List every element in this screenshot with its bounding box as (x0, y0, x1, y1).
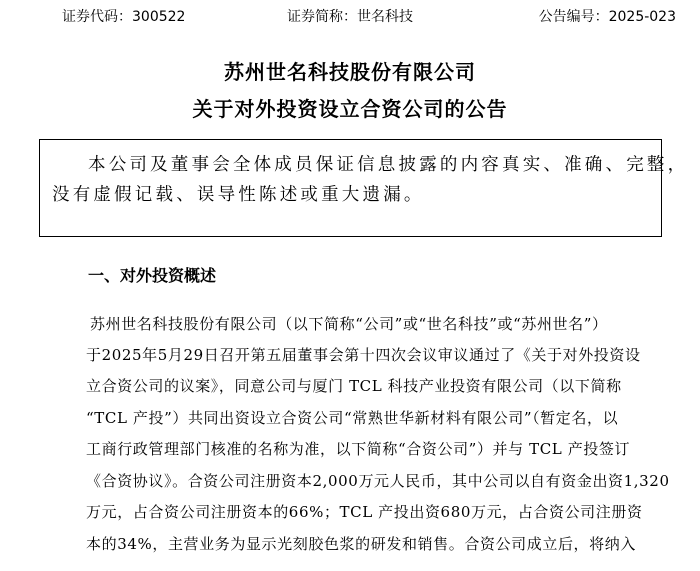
paragraph-line: 《合资协议》。合资公司注册资本2,000万元人民币，其中公司以自有资金出资1,320 (86, 472, 670, 490)
document-header (0, 6, 700, 28)
announcement-title: 关于对外投资设立合资公司的公告 (192, 97, 508, 121)
paragraph-line: 工商行政管理部门核准的名称为准，以下简称“合资公司”）并与 TCL 产投签订 (86, 440, 631, 458)
paragraph-line: 本的34%，主营业务为显示光刻胶色浆的研发和销售。合资公司成立后，将纳入 (86, 535, 636, 553)
paragraph-line: 立合资公司的议案》，同意公司与厦门 TCL 科技产业投资有限公司（以下简称 (86, 377, 622, 395)
paragraph-line: “TCL 产投”）共同出资设立合资公司“常熟世华新材料有限公司”（暂定名，以 (86, 409, 619, 427)
paragraph-line: 苏州世名科技股份有限公司（以下简称“公司”或“世名科技”或“苏州世名”） (90, 315, 608, 333)
disclaimer-line: 本公司及董事会全体成员保证信息披露的内容真实、准确、完整， (88, 155, 689, 175)
stock-name: 证券简称：世名科技 (287, 9, 413, 25)
paragraph-line: 于2025年5月29日召开第五届董事会第十四次会议审议通过了《关于对外投资设 (86, 346, 641, 364)
announcement-number: 公告编号：2025-023 (538, 9, 676, 25)
section-heading: 一、对外投资概述 (88, 266, 217, 285)
disclaimer-line: 没有虚假记载、误导性陈述或重大遗漏。 (52, 185, 425, 205)
stock-code: 证券代码：300522 (62, 9, 186, 25)
company-title: 苏州世名科技股份有限公司 (224, 60, 476, 84)
paragraph-line: 万元，占合资公司注册资本的66%；TCL 产投出资680万元，占合资公司注册资 (86, 503, 643, 521)
disclaimer-box (39, 139, 689, 237)
